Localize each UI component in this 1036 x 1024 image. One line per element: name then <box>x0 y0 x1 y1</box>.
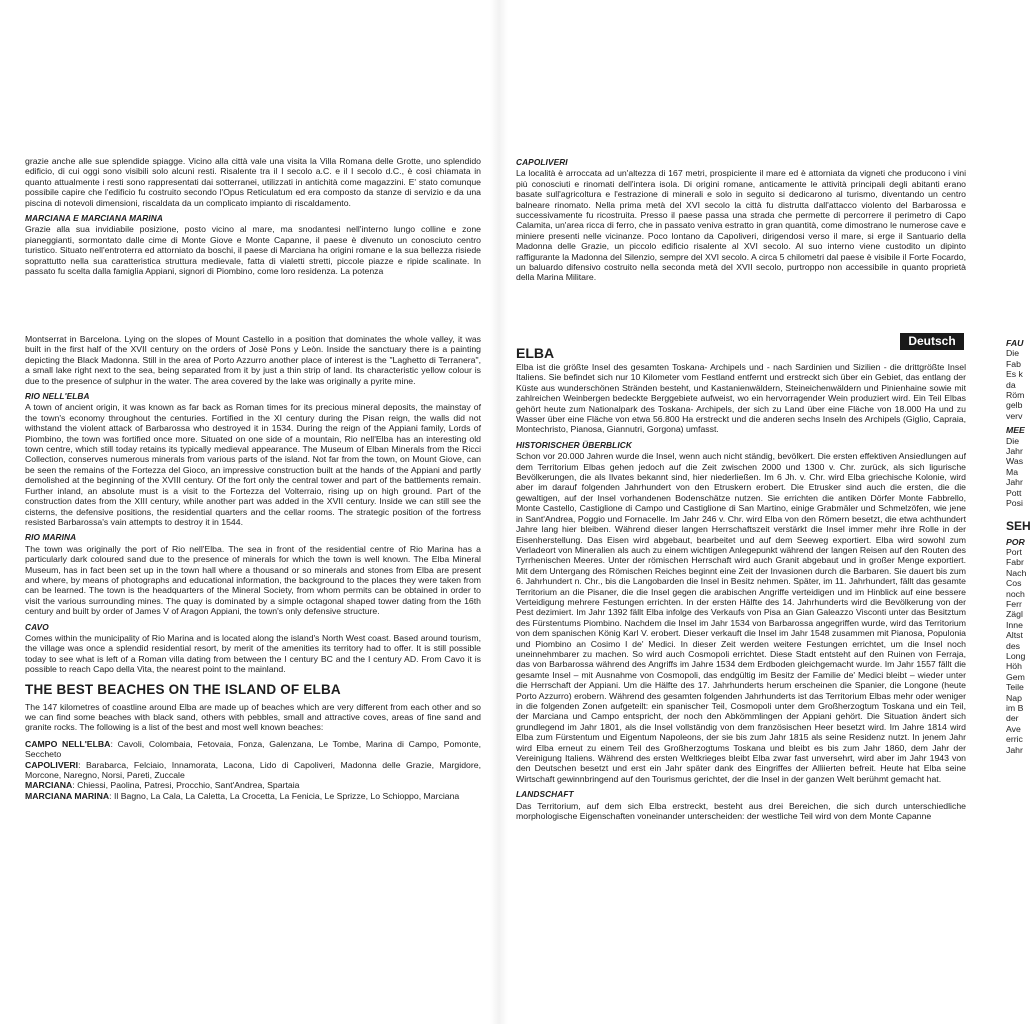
edge-line: Long <box>1006 650 1026 661</box>
edge-line: Ferr <box>1006 598 1022 609</box>
english-column <box>25 334 481 876</box>
english-paragraph-montserrat: Montserrat in Barcelona. Lying on the slopes of Mount Castello in a position that dominates the whole valley, it was built in the first half of the XVII century on the orders of Josè Pons y Leòn. Inside the sanctuary there is a painting depicting the Black Madonna. Still in the area of Porto Azzurro another place of interest is the "Laghetto di Terranera", a small lake right next to the sea, being separated from it by just a thin strip of land. Its characteristic yellow colour is due to the presence of sulphur in the water. The area covered by the lake was originally a pyrite mine. <box>25 334 481 386</box>
beach-area-name: MARCIANA MARINA <box>25 790 110 801</box>
edge-heading: POR <box>1006 536 1025 547</box>
edge-line: verv <box>1006 410 1023 421</box>
page-title-elba: ELBA <box>516 345 555 361</box>
section-heading-landschaft: LANDSCHAFT <box>516 789 574 800</box>
beach-names: : Chiessi, Paolina, Patresi, Procchio, Sant'Andrea, Spartaia <box>72 780 300 791</box>
edge-line: Jahr <box>1006 446 1023 457</box>
edge-line: da <box>1006 379 1016 390</box>
edge-line: Pott <box>1006 487 1022 498</box>
edge-line: Inne <box>1006 619 1023 630</box>
edge-line: Altst <box>1006 630 1023 641</box>
edge-line: der <box>1006 713 1019 724</box>
edge-line: Es k <box>1006 369 1023 380</box>
italian-paragraph-marciana: Grazie alla sua invidiabile posizione, posto vicino al mare, ma snodantesi nell'interno lungo colline e zone pianeggianti, sormontato dalle cime di Monte Giove e Monte Capanne, il paese è divenuto un conosciuto centro turistico. Situato nell'entroterra ed attorniato da boschi, il paese di Marciana ha origini romane e la sua bellezza risiede soprattutto nella sua caratteristica struttura medievale, fatta di vialetti stretti, piccole piazze e ripide scalinate. In passato fu scelta dalla famiglia Appiani, signori di Piombino, come loro residenza. La potenza <box>25 224 481 277</box>
italian-paragraph-capoliveri: La località è arroccata ad un'altezza di 167 metri, prospiciente il mare ed è attorniata da vigneti che producono i vini più conosciuti e rinomati dell'intera isola. Di origini romane, anticamente le attività principali degli abitanti erano basate sull'agricoltura e l'estrazione di minerali e solo in seguito si dedicarono al turismo, diventando un centro balneare rinomato. Nella prima metà del XVI secolo la città fu distrutta dall'attacco violento del Barbarossa e successivamente fu ricostruita. Presso il paese passa una strada che permette di percorrere il perimetro di Capo Calamita, un'area ricca di ferro, che in passato veniva estratto in gran quantità, come dimostrano le numerose cave e miniere presenti nelle vicinanze. Poco lontano da Capoliveri, dirigendosi verso il mare, si erge il Santuario della Madonna delle Grazie, un piccolo edificio risalente al XVI secolo. Al suo interno viene custodito un dipinto raffigurante la Madonna del Silenzio, sempre del XVI secolo. A circa 5 chilometri dal paese è visibile il Forte Focardo, un baluardo difensivo costruito nella seconda metà del XVII secolo, purtroppo non accessibile in quanto proprietà della Marina Militare. <box>516 168 966 283</box>
german-column <box>516 345 966 876</box>
section-heading-rio-nell-elba: RIO NELL'ELBA <box>25 391 90 402</box>
edge-line: Fab <box>1006 358 1021 369</box>
german-paragraph-history: Schon vor 20.000 Jahren wurde die Insel, wenn auch nicht ständig, bevölkert. Die ersten effektiven Ansiedlungen auf dem Territorium Elbas gehen jedoch auf die Zeit zwischen 2000 und 1300 v. Chr. zurück, als sich ligurische Bevölkerungen, die als Ilvates bekannt sind, hier niederließen. Im 6 Jh. v. Chr. wird Elba griechische Kolonie, wird aber im darauf folgenden Jahrhundert von den Etruskern erobert. Die Etrusker sind auch die ersten, die die gewaltigen, auf der Insel vorhandenen Bodenschätze nutzen. Sie errichten die antiken Dörfer Monte Fabbrello, Monte Castello, Castiglione di Campo und Castiglione di San Martino, einige Grabmäler und Schmelzöfen, wie jene in Sant'Andrea, Poggio und Fornacelle. Im Jahr 246 v. Chr. wird Elba von den Römern besetzt, die etwa achthundert Jahre lang hier bleiben. Während dieser langen Herrschaftszeit verstärkt die Insel immer mehr ihre Rolle in der Eisenherstellung. Das Eisen wird abgebaut, bearbeitet und auf dem Seeweg exportiert. Elba wird sowohl zum Verladeort von Mineralien als auch zu einem wichtigen Anlegepunkt während der langen Reisen auf den Routen des Tyrrhenischen Meeres. Unter der römischen Herrschaft wird auch Granit abgebaut und in großer Menge exportiert. Mit dem Untergang des Römischen Reiches beginnt eine Zeit der Invasionen durch die Barbaren. Sie dauert bis zum 6. Jahrhundert n. Chr., bis die Langobarden die Insel in Besitz nehmen. Später, im 11. Jahrhundert, fällt das gesamte Territorium an die Pisaner, die die Insel gegen die arabischen Angriffe verteidigen und im Hinblick auf eine bessere Verteidigung mehrere Festungen errichten. In der ersten Hälfte des 14. Jahrhunderts wird die Bevölkerung von der Pest dezimiert. Im Jahr 1392 fällt Elba infolge des Verkaufs von Pisa an Gian Galeazzo Visconti unter das Besitztum des Fürstentums Piombino. Nachdem die Insel im Jahr 1534 von Barbarossa angegriffen wurde, wird das Territorium von dem spanischen König Karl V. erobert. Dieser verkauft die Insel im Jahr 1548 zusammen mit Pianosa, Populonia und Piombino an Cosimo I de' Medici. In dieser Zeit werden weitere Festungen errichtet, um die Insel noch uneinnehmbarer zu machen. So wird auch Cosmopoli errichtet. Diese Stadt entsteht auf den Ruinen von Ferraja, das von Barbarossa während des Angriffs im Jahre 1534 dem Erdboden gleichgemacht wurde. Im Jahr 1557 fällt die gesamte Insel – mit Ausnahme von Cosmopoli, das endgültig im Besitz der Familie de' Medici bleibt – wieder unter die Herrschaft der Appiani. Um die Hälfte des 17. Jahrhunderts herum erscheinen die Spanier, die Longone (heute Porto Azzurro) erobern. Während des gesamten folgenden Jahrhunderts ist das Territorium Elbas mehr oder weniger in die folgenden Zonen aufgeteilt: ein spanischer Teil, Cosmopoli unter dem Großherzogtum Toskana und ein Teil, der Marciana und Campo entspricht, der noch den Abkömmlingen der Appiani gehört. Die Situation ändert sich grundlegend im Jahr 1801, als die Insel vollständig von dem französischen Heer besetzt wird. Im Jahre 1814 wird Elba zum Fürstentum und Eigentum Napoleons, der sie bis zum Jahr 1815 als seine Residenz nutzt. In jenem Jahr wird Elba erneut zu einem Teil des Großherzogtums Toskana und bleibt es bis zum Jahr 1860, dem Jahr der Vereinigung Italiens. Während des ersten Weltkrieges bleibt Elba zwar fast unversehrt, wird aber im Jahr 1943 von den Deutschen besetzt und erst ein Jahr später dank des Eingriffes der Alliierten befreit. Heute hat Elba seine Wirtschaft gewinnbringend auf den Tourismus gerichtet, der die Insel in der ganzen Welt berühmt gemacht hat. <box>516 451 966 784</box>
edge-line: im B <box>1006 703 1024 713</box>
edge-line: Posi <box>1006 498 1023 509</box>
cut-off-right-column <box>1006 334 1036 876</box>
english-paragraph-rio-marina: The town was originally the port of Rio nell'Elba. The sea in front of the residential centre of Rio Marina has a particularly dark coloured sand due to the presence of minerals for which the town is well known. The Elba Mineral Museum, has in fact been set up in the town hall where a thousand or so minerals and stones from Elba are present and where, by means of photographs and educational information, the background to the places they were taken from can be learned. The town is the headquarters of the Mineral Society, from whom permits can be obtained in order to visit the various surrounding mines. The quay is dominated by a simple octagonal shaped tower dating from the 16th century and built by order of James V of Aragon Appiani, the town's only defensive structure. <box>25 543 481 617</box>
section-heading-marciana: MARCIANA E MARCIANA MARINA <box>25 213 163 224</box>
beach-area-name: CAPOLIVERI <box>25 759 79 770</box>
italian-paragraph-villa-romana: grazie anche alle sue splendide spiagge. Vicino alla città vale una visita la Villa Romana delle Grotte, uno splendido edificio, di cui oggi sono visibili solo alcuni resti. Risalente tra il I secolo a.C. e il I secolo d.C., è così chiamata in quanto attualmente i resti sono rappresentati dai sotterranei, utilizzati in antichità come magazzini. E' stato comunque possibile capire che l'edificio fu costruito secondo l'Opus Reticulatum ed era composto da stanze di servizio e da una piscina di notevoli dimensioni, riscaldata da un complicato impianto di riscaldamento. <box>25 156 481 208</box>
german-paragraph-landscape: Das Territorium, auf dem sich Elba erstreckt, besteht aus drei Bereichen, die sich durch unterschiedliche morphologische Eigenschaften voneinander unterscheiden: der westliche Teil wird von dem Monte Capanne <box>516 800 966 822</box>
edge-line: Die <box>1006 348 1020 359</box>
section-heading-cavo: CAVO <box>25 621 49 632</box>
beach-list <box>25 739 481 801</box>
language-badge-deutsch: Deutsch <box>900 333 964 350</box>
edge-line: Die <box>1006 435 1020 446</box>
edge-line: noch <box>1006 588 1025 599</box>
edge-line: Zägl <box>1006 609 1023 620</box>
beach-list-item <box>25 791 481 801</box>
italian-column-top-right <box>516 157 966 297</box>
edge-line: Höh <box>1006 661 1022 672</box>
edge-line: Jahr <box>1006 744 1023 755</box>
beach-names: : Il Bagno, La Cala, La Caletta, La Crocetta, La Fenicia, Le Sprizze, Lo Schioppo, Marciana <box>109 790 460 801</box>
edge-line: Teile <box>1006 682 1024 693</box>
edge-line: Cos <box>1006 578 1022 589</box>
beach-list-item <box>25 739 481 760</box>
beach-area-name: CAMPO NELL'ELBA <box>25 738 111 749</box>
edge-line: erric <box>1006 734 1023 745</box>
section-heading-rio-marina: RIO MARINA <box>25 532 77 543</box>
english-paragraph-rio-nell-elba: A town of ancient origin, it was known as far back as Roman times for its precious mineral deposits, the mainstay of the town's economy throughout the centuries. Fortified in the XI century during the Pisan reign, the walls did not withstand the violent attack of Barbarossa who destroyed it in 1534. During the reign of the Appiani family, Lords of Piombino, the town was fortified once more. Situated on one side of a mountain, Rio nell'Elba has an interesting old town centre, which still today retains its typically medieval appearance. The Museum of Elban Minerals from the Ricci Collection, conserves numerous minerals from various parts of the island. Not far from the town, on Mount Giove, can be seen the remains of the Fortezza del Gioco, an impressive construction built at the hands of the Appiani and partly demolished at the beginning of the XVIII century. Of the fort only the central tower and part of the battlements remain. Further inland, an absolute must is a visit to the Fortezza del Volterraio, rising up on high ground. Part of the construction dates from the XIII century, while another part was added in the XVII century. Inside we can still see the cisterns, the defensive positions, the residential quarters and the cellar rooms. The strategic position of the fortress resisted Barbarossa's vain attempts to destroy it in 1544. <box>25 402 481 527</box>
edge-line: Röm <box>1006 390 1025 401</box>
beach-names: : Barabarca, Felciaio, Innamorata, Lacona, Lido di Capoliveri, Madonna delle Grazie, Margidore, Morcone, Naregno, Norsi, Pareti, Zuccale <box>25 759 481 781</box>
beach-names: : Cavoli, Colombaia, Fetovaia, Fonza, Galenzana, Le Tombe, Marina di Campo, Pomonte, Seccheto <box>25 738 481 760</box>
page-bottom-margin <box>0 876 1024 1024</box>
italian-column-top-left <box>25 156 481 306</box>
edge-line: Was <box>1006 456 1024 467</box>
edge-big-heading: SEH <box>1006 518 1031 533</box>
english-paragraph-cavo: Comes within the municipality of Rio Marina and is located along the island's North West coast. Based around tourism, the village was once a splendid residential resort, by merit of the amenities its territory had to offer. It is still possible today to see what is left of a Roman villa dating from between the I century BC and the I century AD. From Cavo it is possible to reach Capo della Vita, the nearest point to the mainland. <box>25 632 481 675</box>
beach-list-item <box>25 780 481 790</box>
edge-line: Ma <box>1006 466 1019 477</box>
edge-line: des <box>1006 640 1021 651</box>
edge-line: Gem <box>1006 671 1025 682</box>
english-paragraph-beaches-intro: The 147 kilometres of coastline around Elba are made up of beaches which are very different from each other and so we can find some beaches with black sand, others with pebbles, small and attractive coves, areas of fine sand and granite rocks. The following is a list of the best and most well known beaches: <box>25 701 481 733</box>
edge-line: gelb <box>1006 400 1023 411</box>
section-heading-historischer-ueberblick: HISTORISCHER ÜBERBLICK <box>516 439 632 450</box>
edge-line: Fabr <box>1006 557 1024 568</box>
edge-line: Jahr <box>1006 477 1023 488</box>
beach-area-name: MARCIANA <box>25 780 73 791</box>
edge-heading: MEE <box>1006 425 1025 436</box>
best-beaches-heading: THE BEST BEACHES ON THE ISLAND OF ELBA <box>25 681 341 697</box>
edge-line: Port <box>1006 546 1022 557</box>
beach-list-item <box>25 760 481 781</box>
page-top-margin <box>0 0 1024 78</box>
edge-heading: FAU <box>1006 338 1024 348</box>
section-heading-capoliveri: CAPOLIVERI <box>516 157 568 167</box>
german-paragraph-intro: Elba ist die größte Insel des gesamten Toskana- Archipels und - nach Sardinien und Sizilien - die drittgrößte Insel Italiens. Sie befindet sich nur 10 Kilometer vom Festland entfernt und erstreckt sich über ein Gebiet, das entlang der Küste aus wunderschönen Stränden besteht, und Kastanienwäldern, Steineichenwäldern und Pinienhaine sowie mit zahlreichen Weinbergen bedeckte Berggebiete aufweist, wo ein hervorragender Wein produziert wird. Ein Teil Elbas gehört heute zum Nationalpark des Toskana- Archipels, der sich zu Land über eine Fläche von 18.000 Ha und zu Wasser über eine Fläche von etwa 56.800 Ha erstreckt und die anderen sechs Inseln des Archipels (Giglio, Capraia, Montechristo, Pianosa, Giannutri, Gorgona) umfasst. <box>516 362 966 435</box>
edge-line: Nap <box>1006 692 1022 703</box>
edge-line: Ave <box>1006 723 1021 734</box>
edge-line: Nach <box>1006 567 1027 578</box>
page-fold <box>490 0 508 1024</box>
